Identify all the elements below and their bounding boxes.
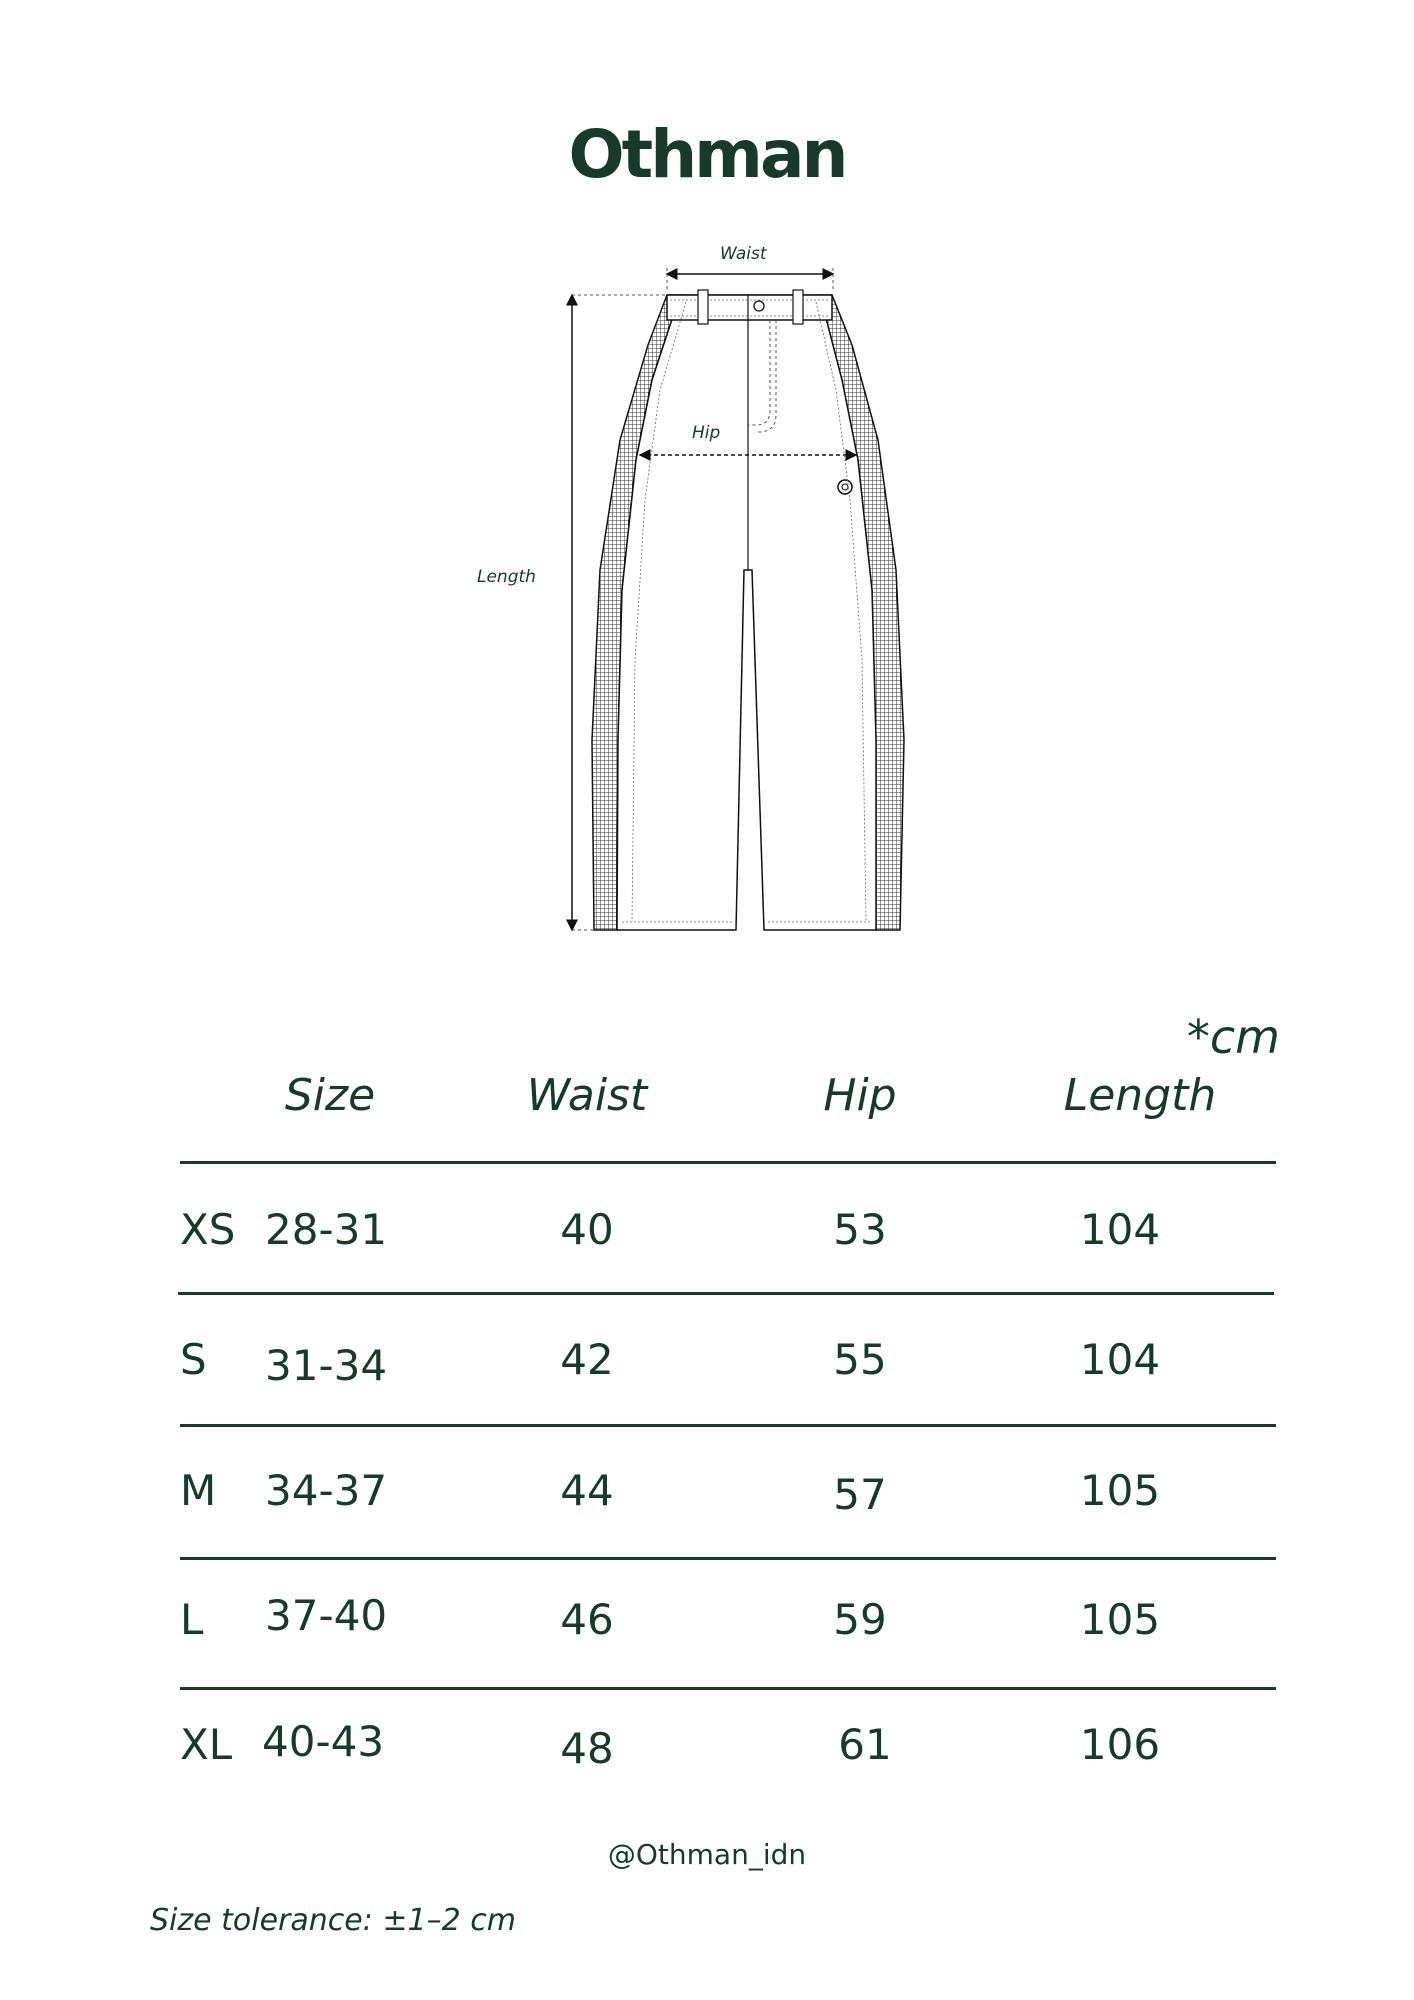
size-code: S bbox=[180, 1335, 207, 1384]
table-divider bbox=[180, 1161, 1276, 1164]
pants-diagram bbox=[477, 240, 940, 944]
diagram-length-label: Length bbox=[477, 567, 536, 587]
size-range: 40-43 bbox=[262, 1717, 385, 1766]
header-length: Length bbox=[1063, 1070, 1217, 1121]
diagram-waist-label: Waist bbox=[720, 244, 767, 264]
table-row bbox=[0, 1335, 1414, 1465]
table-row bbox=[0, 1466, 1414, 1596]
size-tolerance-note: Size tolerance: ±1–2 cm bbox=[150, 1903, 516, 1938]
length-value: 105 bbox=[1079, 1466, 1161, 1515]
size-code: XL bbox=[180, 1720, 233, 1769]
waist-value: 42 bbox=[560, 1335, 614, 1384]
size-range: 34-37 bbox=[265, 1466, 388, 1515]
waist-value: 40 bbox=[560, 1205, 614, 1254]
length-value: 104 bbox=[1079, 1205, 1161, 1254]
waist-value: 48 bbox=[560, 1724, 614, 1773]
diagram-hip-label: Hip bbox=[692, 423, 721, 443]
size-range: 37-40 bbox=[265, 1591, 388, 1640]
length-value: 104 bbox=[1079, 1335, 1161, 1384]
hip-value: 53 bbox=[833, 1205, 887, 1254]
hip-value: 55 bbox=[833, 1335, 887, 1384]
header-waist: Waist bbox=[526, 1070, 648, 1121]
table-row bbox=[0, 1205, 1414, 1335]
size-code: XS bbox=[180, 1205, 236, 1254]
pants-illustration bbox=[480, 240, 940, 940]
hip-value: 59 bbox=[833, 1595, 887, 1644]
size-code: M bbox=[180, 1466, 217, 1515]
header-size: Size bbox=[284, 1070, 376, 1121]
length-value: 105 bbox=[1079, 1595, 1161, 1644]
brand-logo: Othman bbox=[568, 116, 846, 193]
hip-value: 57 bbox=[833, 1470, 887, 1519]
table-row bbox=[0, 1591, 1414, 1725]
length-value: 106 bbox=[1079, 1720, 1161, 1769]
size-code: L bbox=[180, 1595, 204, 1644]
size-range: 31-34 bbox=[265, 1341, 388, 1390]
unit-note: *cm bbox=[1186, 1010, 1280, 1064]
table-row bbox=[0, 1717, 1414, 1850]
waist-value: 46 bbox=[560, 1595, 614, 1644]
header-hip: Hip bbox=[823, 1070, 897, 1121]
social-handle: @Othman_idn bbox=[607, 1838, 807, 1871]
hip-value: 61 bbox=[838, 1720, 892, 1769]
size-range: 28-31 bbox=[265, 1205, 388, 1254]
waist-value: 44 bbox=[560, 1466, 614, 1515]
